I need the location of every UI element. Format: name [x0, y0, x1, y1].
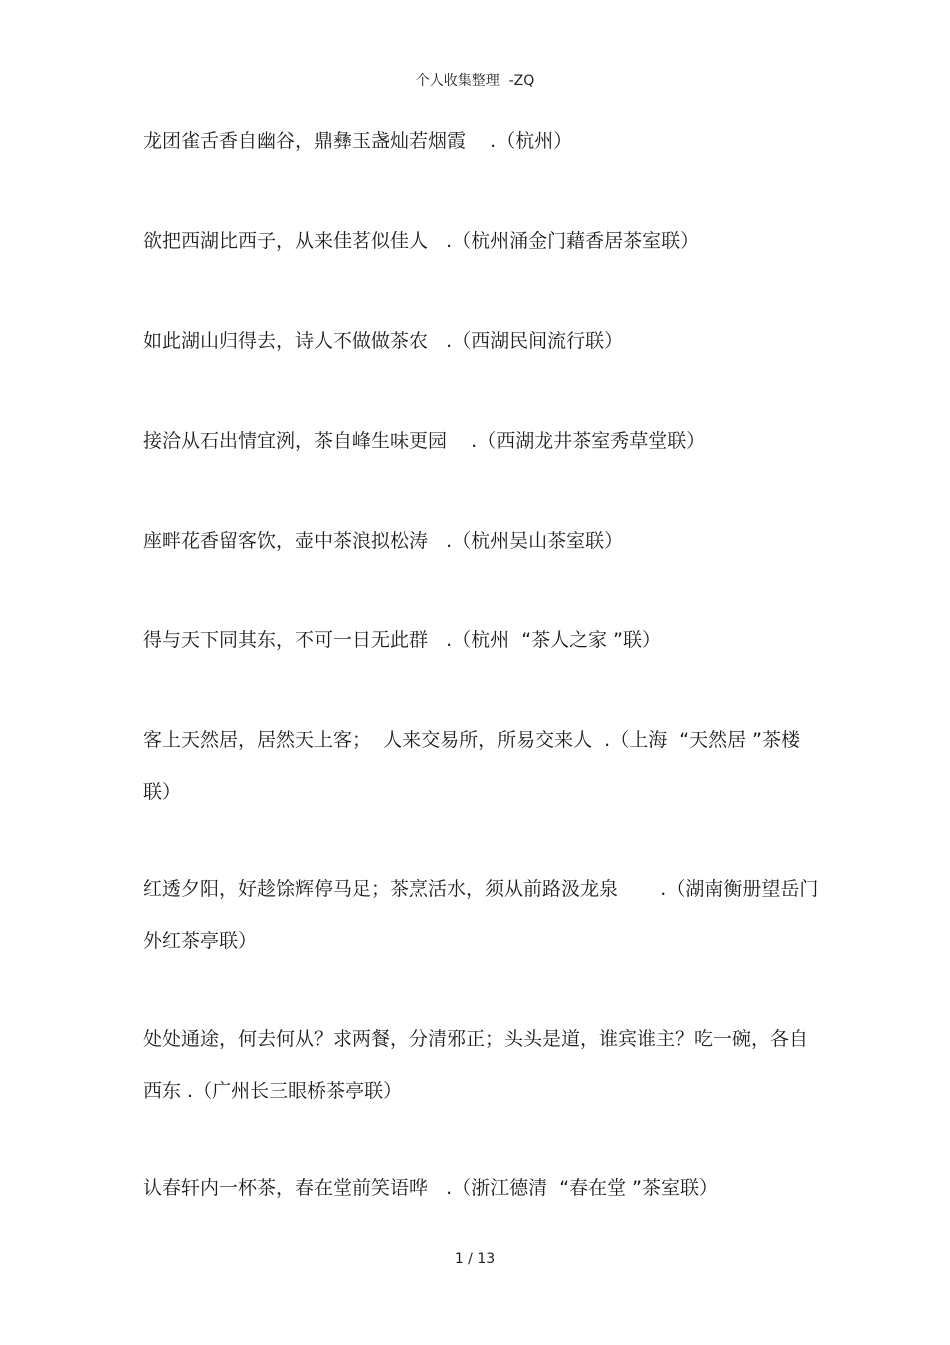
couplet-10: 认春轩内一杯茶，春在堂前笑语哗 .（浙江德清 “春在堂 ”茶室联） [143, 1177, 718, 1199]
page-header: 个人收集整理 -ZQ [415, 73, 535, 89]
couplet-1: 龙团雀舌香自幽谷，鼎彝玉盏灿若烟霞 .（杭州） [143, 130, 573, 152]
couplet-5: 座畔花香留客饮，壶中茶浪拟松涛 .（杭州吴山茶室联） [143, 530, 624, 552]
couplet-2: 欲把西湖比西子，从来佳茗似佳人 .（杭州涌金门藉香居茶室联） [143, 230, 700, 252]
couplet-3: 如此湖山归得去，诗人不做做茶农 .（西湖民间流行联） [143, 330, 624, 352]
page-number: 1 / 13 [454, 1251, 496, 1267]
couplet-9: 处处通途，何去何从？求两餐，分清邪正；头头是道，谁宾谁主？吃一碗，各自西东 .（广州长三眼桥茶亭联） [143, 1028, 809, 1102]
couplet-4: 接洽从石出情宜洌，茶自峰生味更园 .（西湖龙井茶室秀草堂联） [143, 430, 706, 452]
couplet-6: 得与天下同其东，不可一日无此群 .（杭州 “茶人之家 ”联） [143, 629, 661, 651]
couplet-8: 红透夕阳，好趁馀辉停马足；茶烹活水，须从前路汲龙泉 .（湖南衡册望岳门外红茶亭联） [143, 878, 819, 952]
couplet-7: 客上天然居，居然天上客； 人来交易所，所易交来人 .（上海 “天然居 ”茶楼联） [143, 729, 801, 803]
